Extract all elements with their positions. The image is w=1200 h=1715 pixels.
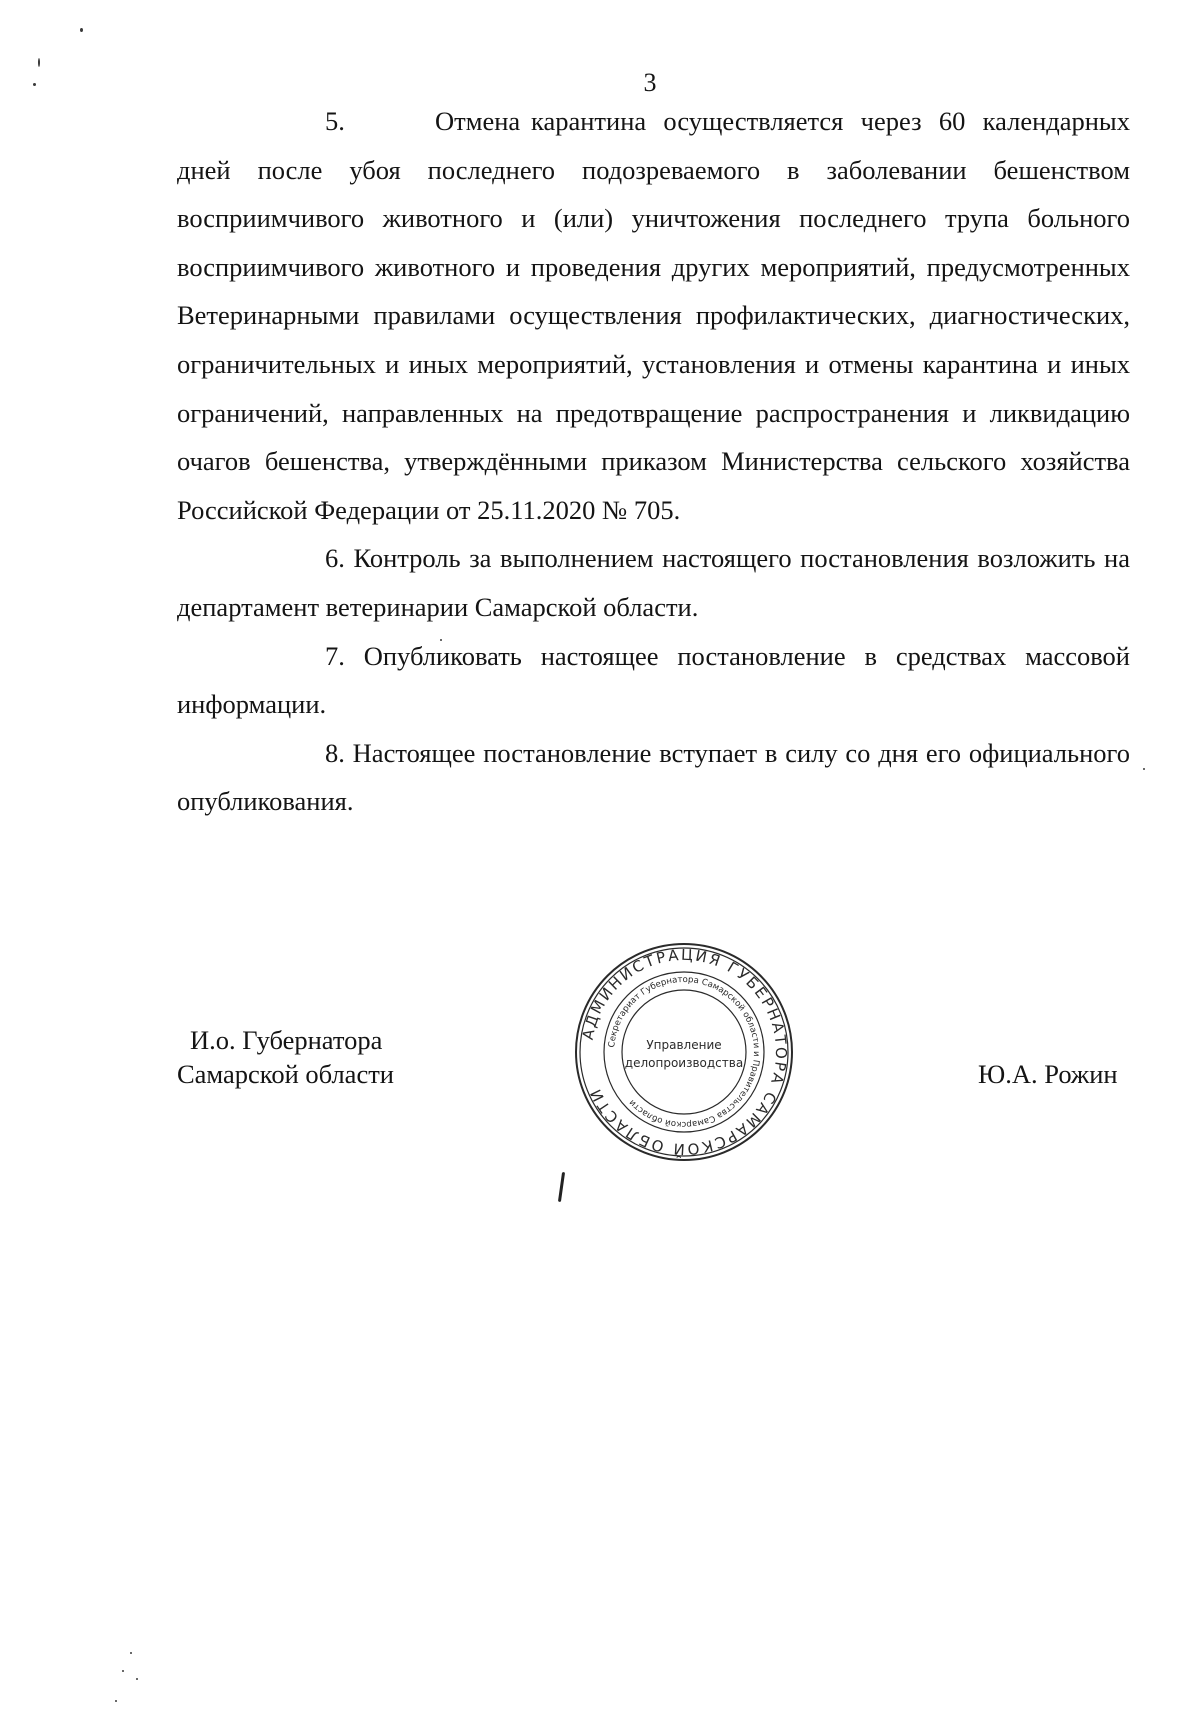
scan-speck <box>130 1652 132 1654</box>
paragraph-text: Опубликовать настоящее постановление в средствах массовой информации. <box>177 640 1130 720</box>
paragraph-6 <box>177 534 1130 631</box>
scan-speck <box>1143 768 1145 770</box>
paragraph-text: Настоящее постановление вступает в силу со дня его официального опубликования. <box>177 737 1130 817</box>
signature-position <box>177 1023 394 1091</box>
paragraph-number: 5. <box>325 106 345 136</box>
paragraph-number: 7. <box>325 640 345 671</box>
paragraph-7 <box>177 632 1130 729</box>
scan-speck <box>38 58 40 67</box>
paragraph-number: 8. <box>325 737 345 768</box>
signatory-title-line-2: Самарской области <box>177 1059 394 1089</box>
scan-speck <box>80 28 83 32</box>
stamp-outer-text: АДМИНИСТРАЦИЯ ГУБЕРНАТОРА САМАРСКОЙ ОБЛАСТИ <box>578 945 791 1159</box>
paragraph-number: 6. <box>325 543 345 574</box>
stamp-center-line-1: Управление <box>646 1038 722 1052</box>
document-body <box>177 97 1130 826</box>
page-number: 3 <box>643 68 657 97</box>
scan-speck <box>136 1678 138 1680</box>
paragraph-text: карантина осуществляется через 60 календарных дней после убоя последнего подозреваемого в заболевании бешенством восприимчивого животного и (или) уничтожения последнего трупа больного восприимчивого животного и проведения других мероприятий, предусмотренных Ветеринарными правилами осуществления профилактических, диагностических, ограничительных и иных мероприятий, установления и отмены карантина и иных ограничений, направленных на предотвращение распространения и ликвидацию очагов бешенства, утверждёнными приказом Министерства сельского хозяйства Российской Федерации от 25.11.2020 № 705. <box>177 106 1130 525</box>
paragraph-8 <box>177 729 1130 826</box>
scan-speck <box>115 1700 117 1702</box>
scan-speck <box>440 639 442 641</box>
official-stamp <box>572 940 796 1164</box>
signatory-name: Ю.А. Рожин <box>978 1059 1118 1089</box>
stamp-center-line-2: делопроизводства <box>624 1056 744 1070</box>
signatory-title-line-1: И.о. Губернатора <box>190 1025 383 1055</box>
stamp-inner-ring-text: Секретариат Губернатора Самарской области и Правительства Самарской области <box>607 974 762 1130</box>
paragraph-text: Контроль за выполнением настоящего постановления возложить на департамент ветеринарии Самарской области. <box>177 543 1130 622</box>
paragraph-5 <box>177 97 1130 534</box>
scan-speck <box>122 1670 124 1672</box>
paragraph-first-word: Отмена <box>435 106 521 136</box>
scan-speck <box>33 83 36 86</box>
signature-pen-stroke <box>558 1172 565 1202</box>
